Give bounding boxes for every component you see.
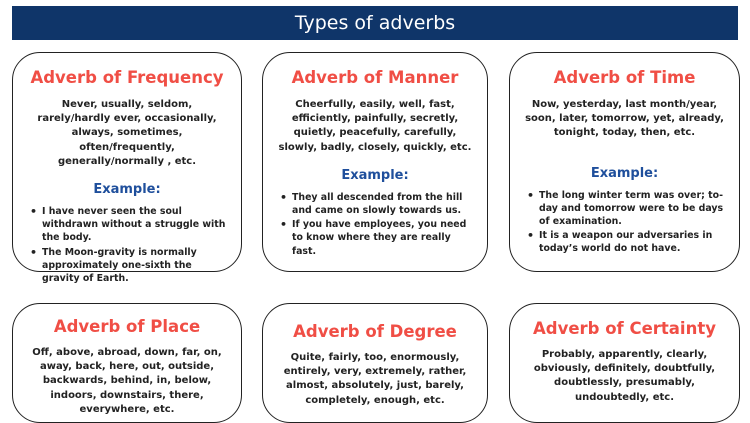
example-list xyxy=(510,189,739,256)
example-item: • It is a weapon our adversaries in today’s world do not have. xyxy=(526,229,725,255)
card-adverb-of-manner xyxy=(262,52,488,272)
card-words: Quite, fairly, too, enormously, entirely, very, extremely, rather, almost, absolutely, just, barely, completely, enough, etc. xyxy=(283,352,467,406)
card-words: Now, yesterday, last month/year, soon, later, tomorrow, yet, already, tonight, today, then, etc. xyxy=(525,99,724,139)
example-list xyxy=(263,191,487,258)
card-words: Off, above, abroad, down, far, on, away, back, here, out, outside, backwards, behind, in, below, indoors, downstairs, there, everywhere, etc. xyxy=(32,347,222,415)
example-heading: Example: xyxy=(341,167,409,183)
example-item: • The Moon-gravity is normally approximately one-sixth the gravity of Earth. xyxy=(29,246,227,286)
page-title-banner xyxy=(12,6,738,40)
card-adverb-of-place xyxy=(12,303,242,423)
card-title: Adverb of Certainty xyxy=(533,319,716,338)
example-list xyxy=(13,205,241,285)
card-title: Adverb of Frequency xyxy=(30,68,224,87)
example-item: • The long winter term was over; to-day and tomorrow were to be days of examination. xyxy=(526,189,725,229)
card-title: Adverb of Manner xyxy=(291,68,459,87)
card-words: Probably, apparently, clearly, obviously, definitely, doubtfully, doubtlessly, presumably, undoubtedly, etc. xyxy=(533,349,716,403)
card-title: Adverb of Degree xyxy=(293,322,457,341)
example-item: • They all descended from the hill and came on slowly towards us. xyxy=(279,191,473,217)
card-words: Never, usually, seldom, rarely/hardly ever, occasionally, always, sometimes, often/frequently, generally/normally , etc. xyxy=(37,99,217,167)
card-title: Adverb of Time xyxy=(553,68,696,87)
example-item: • If you have employees, you need to know where they are really fast. xyxy=(279,218,473,258)
example-item: • I have never seen the soul withdrawn without a struggle with the body. xyxy=(29,205,227,245)
card-adverb-of-degree xyxy=(262,303,488,423)
card-adverb-of-certainty xyxy=(509,303,740,423)
card-words: Cheerfully, easily, well, fast, efficiently, painfully, secretly, quietly, peacefully, carefully, slowly, badly, closely, quickly, etc. xyxy=(278,99,472,153)
card-adverb-of-frequency xyxy=(12,52,242,285)
card-adverb-of-time xyxy=(509,52,740,272)
card-title: Adverb of Place xyxy=(53,317,201,336)
page-title: Types of adverbs xyxy=(294,12,456,34)
example-heading: Example: xyxy=(590,165,659,181)
example-heading: Example: xyxy=(93,182,161,198)
